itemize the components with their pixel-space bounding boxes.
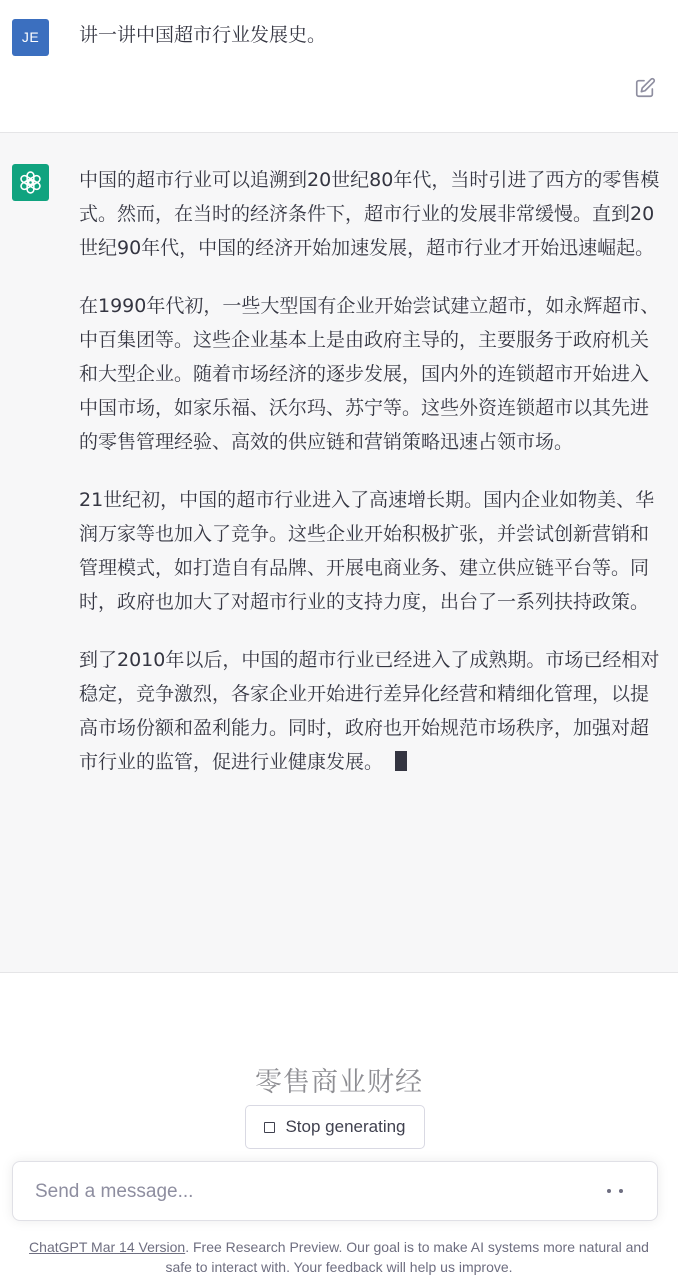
- user-message-text: 讲一讲中国超市行业发展史。: [79, 24, 327, 46]
- answer-paragraph-text: 到了2010年以后，中国的超市行业已经进入了成熟期。市场已经相对稳定，竞争激烈，各家企业开始进行差异化经营和精细化管理，以提高市场份额和盈利能力。同时，政府也开始规范市场秩序，加强对超市行业的监管，促进行业健康发展。: [79, 649, 660, 773]
- stop-generating-label: Stop generating: [285, 1117, 406, 1136]
- message-input[interactable]: [33, 1172, 597, 1212]
- message-composer[interactable]: [12, 1161, 658, 1221]
- edit-icon[interactable]: [634, 77, 656, 99]
- answer-paragraph: 中国的超市行业可以追溯到20世纪80年代，当时引进了西方的零售模式。然而，在当时的经济条件下，超市行业的发展非常缓慢。直到20世纪90年代，中国的经济开始加速发展，超市行业才开始迅速崛起。: [79, 169, 660, 259]
- user-message-row: [0, 0, 678, 133]
- assistant-message-row: [0, 133, 678, 973]
- assistant-avatar: [12, 164, 49, 201]
- assistant-message-text: [79, 163, 664, 803]
- openai-logo-icon: [18, 170, 43, 195]
- typing-cursor: [395, 751, 407, 771]
- more-dots-icon: [607, 1189, 623, 1193]
- watermark: 零售商业财经: [255, 1067, 423, 1098]
- answer-paragraph: 在1990年代初，一些大型国有企业开始尝试建立超市，如永辉超市、中百集团等。这些企业基本上是由政府主导的，主要服务于政府机关和大型企业。随着市场经济的逐步发展，国内外的连锁超市开始进入中国市场，如家乐福、沃尔玛、苏宁等。这些外资连锁超市以其先进的零售管理经验、高效的供应链和营销策略迅速占领市场。: [79, 295, 660, 453]
- footer-text: . Free Research Preview. Our goal is to make AI systems more natural and safe to interact with. Your feedback will help us improve.: [165, 1239, 649, 1275]
- stop-generating-button[interactable]: [245, 1105, 425, 1149]
- answer-paragraph: 21世纪初，中国的超市行业进入了高速增长期。国内企业如物美、华润万家等也加入了竞争。这些企业开始积极扩张，并尝试创新营销和管理模式，如打造自有品牌、开展电商业务、建立供应链平台等。同时，政府也加大了对超市行业的支持力度，出台了一系列扶持政策。: [79, 489, 655, 613]
- answer-paragraph-last: [79, 643, 664, 779]
- user-avatar: JE: [12, 19, 49, 56]
- version-link[interactable]: ChatGPT Mar 14 Version: [29, 1239, 186, 1255]
- footer-disclaimer: [20, 1237, 658, 1277]
- stop-icon: [264, 1122, 275, 1133]
